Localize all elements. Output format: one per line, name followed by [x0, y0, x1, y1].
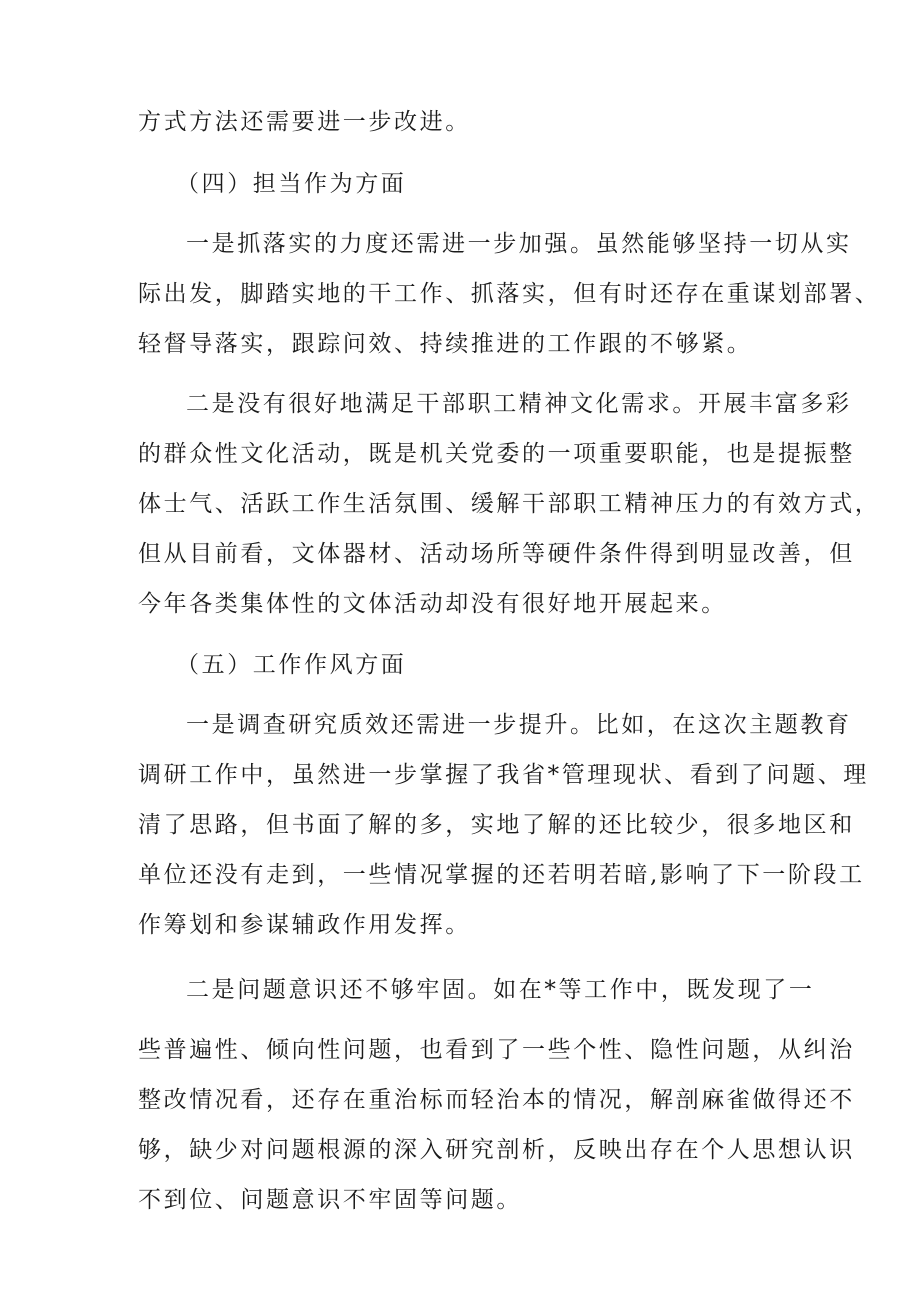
section-heading-5: （五）工作作风方面	[176, 652, 407, 678]
text-line: 整改情况看，还存在重治标而轻治本的情况，解剖麻雀做得还不	[138, 1087, 855, 1113]
text-line: 些普遍性、倾向性问题，也看到了一些个性、隐性问题，从纠治	[138, 1037, 855, 1063]
text-line: 二是问题意识还不够牢固。如在*等工作中，既发现了一	[186, 977, 815, 1003]
text-line: 二是没有很好地满足干部职工精神文化需求。开展丰富多彩	[186, 391, 852, 417]
text-line: 单位还没有走到，一些情况掌握的还若明若暗,影响了下一阶段工	[138, 862, 865, 888]
text-line: 际出发，脚踏实地的干工作、抓落实，但有时还存在重谋划部署、	[138, 281, 881, 307]
text-line: 调研工作中，虽然进一步掌握了我省*管理现状、看到了问题、理	[138, 762, 869, 788]
section-heading-4: （四）担当作为方面	[176, 171, 407, 197]
text-line: 不到位、问题意识不牢固等问题。	[138, 1187, 522, 1213]
text-line: 的群众性文化活动，既是机关党委的一项重要职能，也是提振整	[138, 441, 855, 467]
text-line: 但从目前看，文体器材、活动场所等硬件条件得到明显改善，但	[138, 541, 855, 567]
text-line: 体士气、活跃工作生活氛围、缓解干部职工精神压力的有效方式，	[138, 491, 881, 517]
text-line: 方式方法还需要进一步改进。	[138, 109, 471, 135]
text-line: 轻督导落实，跟踪问效、持续推进的工作跟的不够紧。	[138, 331, 753, 357]
text-line: 够，缺少对问题根源的深入研究剖析，反映出存在个人思想认识	[138, 1137, 855, 1163]
text-line: 一是调查研究质效还需进一步提升。比如，在这次主题教育	[186, 712, 852, 738]
text-line: 一是抓落实的力度还需进一步加强。虽然能够坚持一切从实	[186, 231, 852, 257]
text-line: 清了思路，但书面了解的多，实地了解的还比较少，很多地区和	[138, 812, 855, 838]
text-line: 今年各类集体性的文体活动却没有很好地开展起来。	[138, 591, 727, 617]
text-line: 作筹划和参谋辅政作用发挥。	[138, 912, 471, 938]
